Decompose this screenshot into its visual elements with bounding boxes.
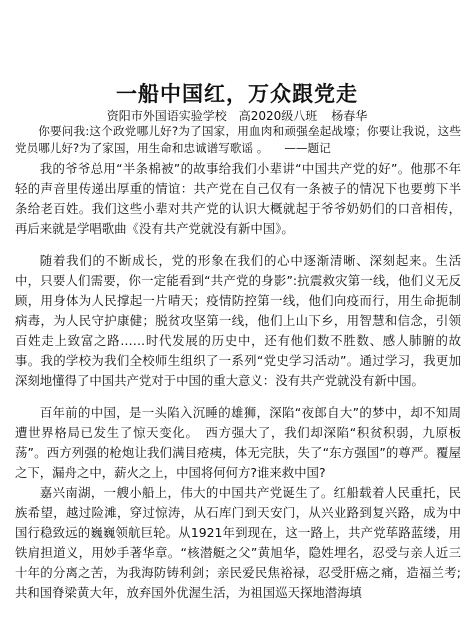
body-paragraph-4: 嘉兴南湖，一艘小船上，伟大的中国共产党诞生了。红船载着人民重托，民族希望，越过险滩，穿过惊涛，从石库门到天安门，从兴业路到复兴路，成为中国行稳致远的巍巍领航巨轮。从1921年到现在，这一路上，共产党荜路蓝缕，用铁肩担道义，用妙手著华章。“核潜艇之父”黄旭华，隐姓埋名，忍受与亲人近三十年的分离之苦，为我海防铸利剑；亲民爱民焦裕禄，忍受肝癌之痛，造福兰考;共和国脊梁黄大年，放弃国外优渥生活，为祖国巡天探地潜海填 <box>15 485 461 600</box>
byline-author: 杨春华 <box>331 109 368 123</box>
body-paragraph-3: 百年前的中国，是一头陷入沉睡的雄狮，深陷“夜郎自大”的梦中，却不知周遭世界格局已发生了惊天变化。 西方强大了，我们却深陷“积贫积弱，九原板荡”。西方列强的枪炮让我们满目疮痍，体无完肤，失了“东方强国”的尊严。覆屋之下，漏舟之中，薪火之上，中国将何何方?谁来救中国? <box>15 405 461 480</box>
body-paragraph-2: 随着我们的不断成长，党的形象在我们的心中逐渐清晰、深刻起来。生活中，只要人们需要，你一定能看到“共产党的身影”:抗震救灾第一线，他们义无反顾，用身体为人民撑起一片晴天；疫情防控第一线，他们向疫而行，用生命扼制病毒，为人民守护康健；脱贫攻坚第一线，他们上山下乡，用智慧和信念，引领百姓走上致富之路……时代发展的历史中，还有他们数不胜数、感人肺腑的故事。我的学校为我们全校师生组织了一系列“党史学习活动”。通过学习，我更加深刻地懂得了中国共产党对于中国的重大意义：没有共产党就没有新中国。 <box>15 253 461 388</box>
byline-school-class: 资阳市外国语实验学校 高2020级八班 <box>106 109 318 123</box>
document-body <box>15 123 461 603</box>
byline <box>0 107 474 124</box>
document-title: 一船中国红，万众跟党走 <box>116 82 358 106</box>
body-paragraph-1: 我的爷爷总用“半条棉被”的故事给我们小辈讲“中国共产党的好”。他那不年轻的声音里传递出厚重的情谊：共产党在自己仅有一条被子的情况下也要剪下半条给老百姓。我们这些小辈对共产党的认识大概就起于爷爷奶奶们的口音相传，再后来就是学唱歌曲《没有共产党就没有新中国》。 <box>15 161 461 236</box>
epigraph <box>15 123 461 156</box>
epigraph-text: 你要问我:这个政党哪儿好?为了国家，用血肉和顽强垒起战壕；你要让我说，这些党员哪儿好?为了家国，用生命和忠诚谱写歌谣 。 <box>15 124 461 155</box>
epigraph-note: ——题记 <box>284 140 331 155</box>
